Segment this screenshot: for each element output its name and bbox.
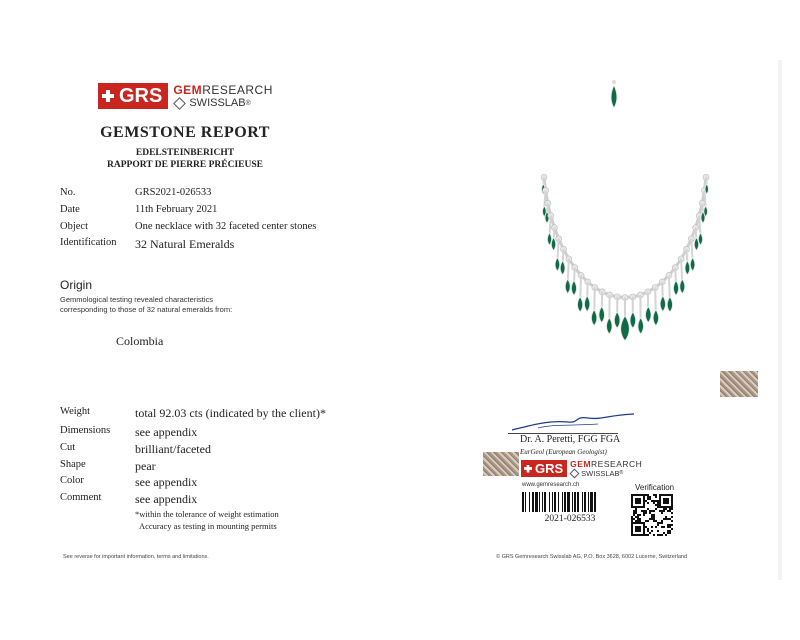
diamond-icon — [173, 97, 186, 110]
origin-text: Gemmological testing revealed characteristics corresponding to those of 32 natural emeralds from: — [60, 295, 233, 314]
detail-row-no: No. GRS2021-026533 — [60, 187, 212, 198]
detail-row-date: Date 11th February 2021 — [60, 204, 218, 215]
spec-row-shape: Shape pear — [60, 459, 156, 473]
origin-value: Colombia — [116, 334, 164, 348]
report-title: GEMSTONE REPORT — [100, 124, 270, 141]
weight-note: *within the tolerance of weight estimation — [135, 509, 279, 519]
grs-logo-words: GEMRESEARCH SWISSLAB ® — [173, 82, 273, 109]
detail-row-identification: Identification 32 Natural Emeralds — [60, 237, 235, 251]
swiss-cross-icon — [102, 90, 114, 102]
spec-row-weight: Weight total 92.03 cts (indicated by the client)* — [60, 406, 326, 420]
signatory-title: EurGeol (European Geologist) — [520, 448, 607, 456]
spec-row-color: Color see appendix — [60, 475, 198, 489]
signature-image — [508, 412, 638, 434]
accuracy-note: Accuracy as testing in mounting permits — [139, 521, 277, 531]
verification-qr-code[interactable] — [631, 494, 673, 536]
spec-row-cut: Cut brilliant/faceted — [60, 442, 211, 456]
grs-logo-small — [521, 460, 642, 477]
swiss-cross-icon — [524, 465, 532, 473]
origin-heading: Origin — [60, 278, 93, 292]
website-url[interactable]: www.gemresearch.ch — [522, 482, 580, 488]
emerald-necklace-image — [510, 80, 740, 380]
barcode-number: 2021-026533 — [544, 514, 596, 524]
barcode-image — [522, 492, 618, 512]
grs-logo-small-words: GEMRESEARCH SWISSLAB ® — [570, 459, 643, 478]
spec-row-dimensions: Dimensions see appendix — [60, 425, 198, 439]
spec-row-comment: Comment see appendix — [60, 492, 198, 506]
footer-left: See reverse for important information, terms and limitations. — [63, 554, 209, 560]
report-subtitle-fr: RAPPORT DE PIERRE PRÉCIEUSE — [107, 160, 263, 170]
grs-logo-mark: GRS — [98, 83, 168, 109]
sheet-edge — [778, 60, 782, 580]
footer-right: © GRS Gemresearch Swisslab AG, P.O. Box 3628, 6002 Lucerne, Switzerland — [496, 554, 688, 560]
diamond-icon — [570, 468, 580, 478]
verification-label: Verification — [635, 483, 675, 492]
grs-logo-small-mark: GRS — [521, 460, 567, 477]
grs-logo — [98, 83, 273, 109]
stone-closeup-thumbnail — [720, 371, 758, 397]
hologram-seal — [483, 452, 519, 476]
detail-row-object: Object One necklace with 32 faceted center stones — [60, 221, 317, 232]
report-subtitle-de: EDELSTEINBERICHT — [135, 148, 235, 158]
signatory-name: Dr. A. Peretti, FGG FGA — [520, 434, 621, 445]
